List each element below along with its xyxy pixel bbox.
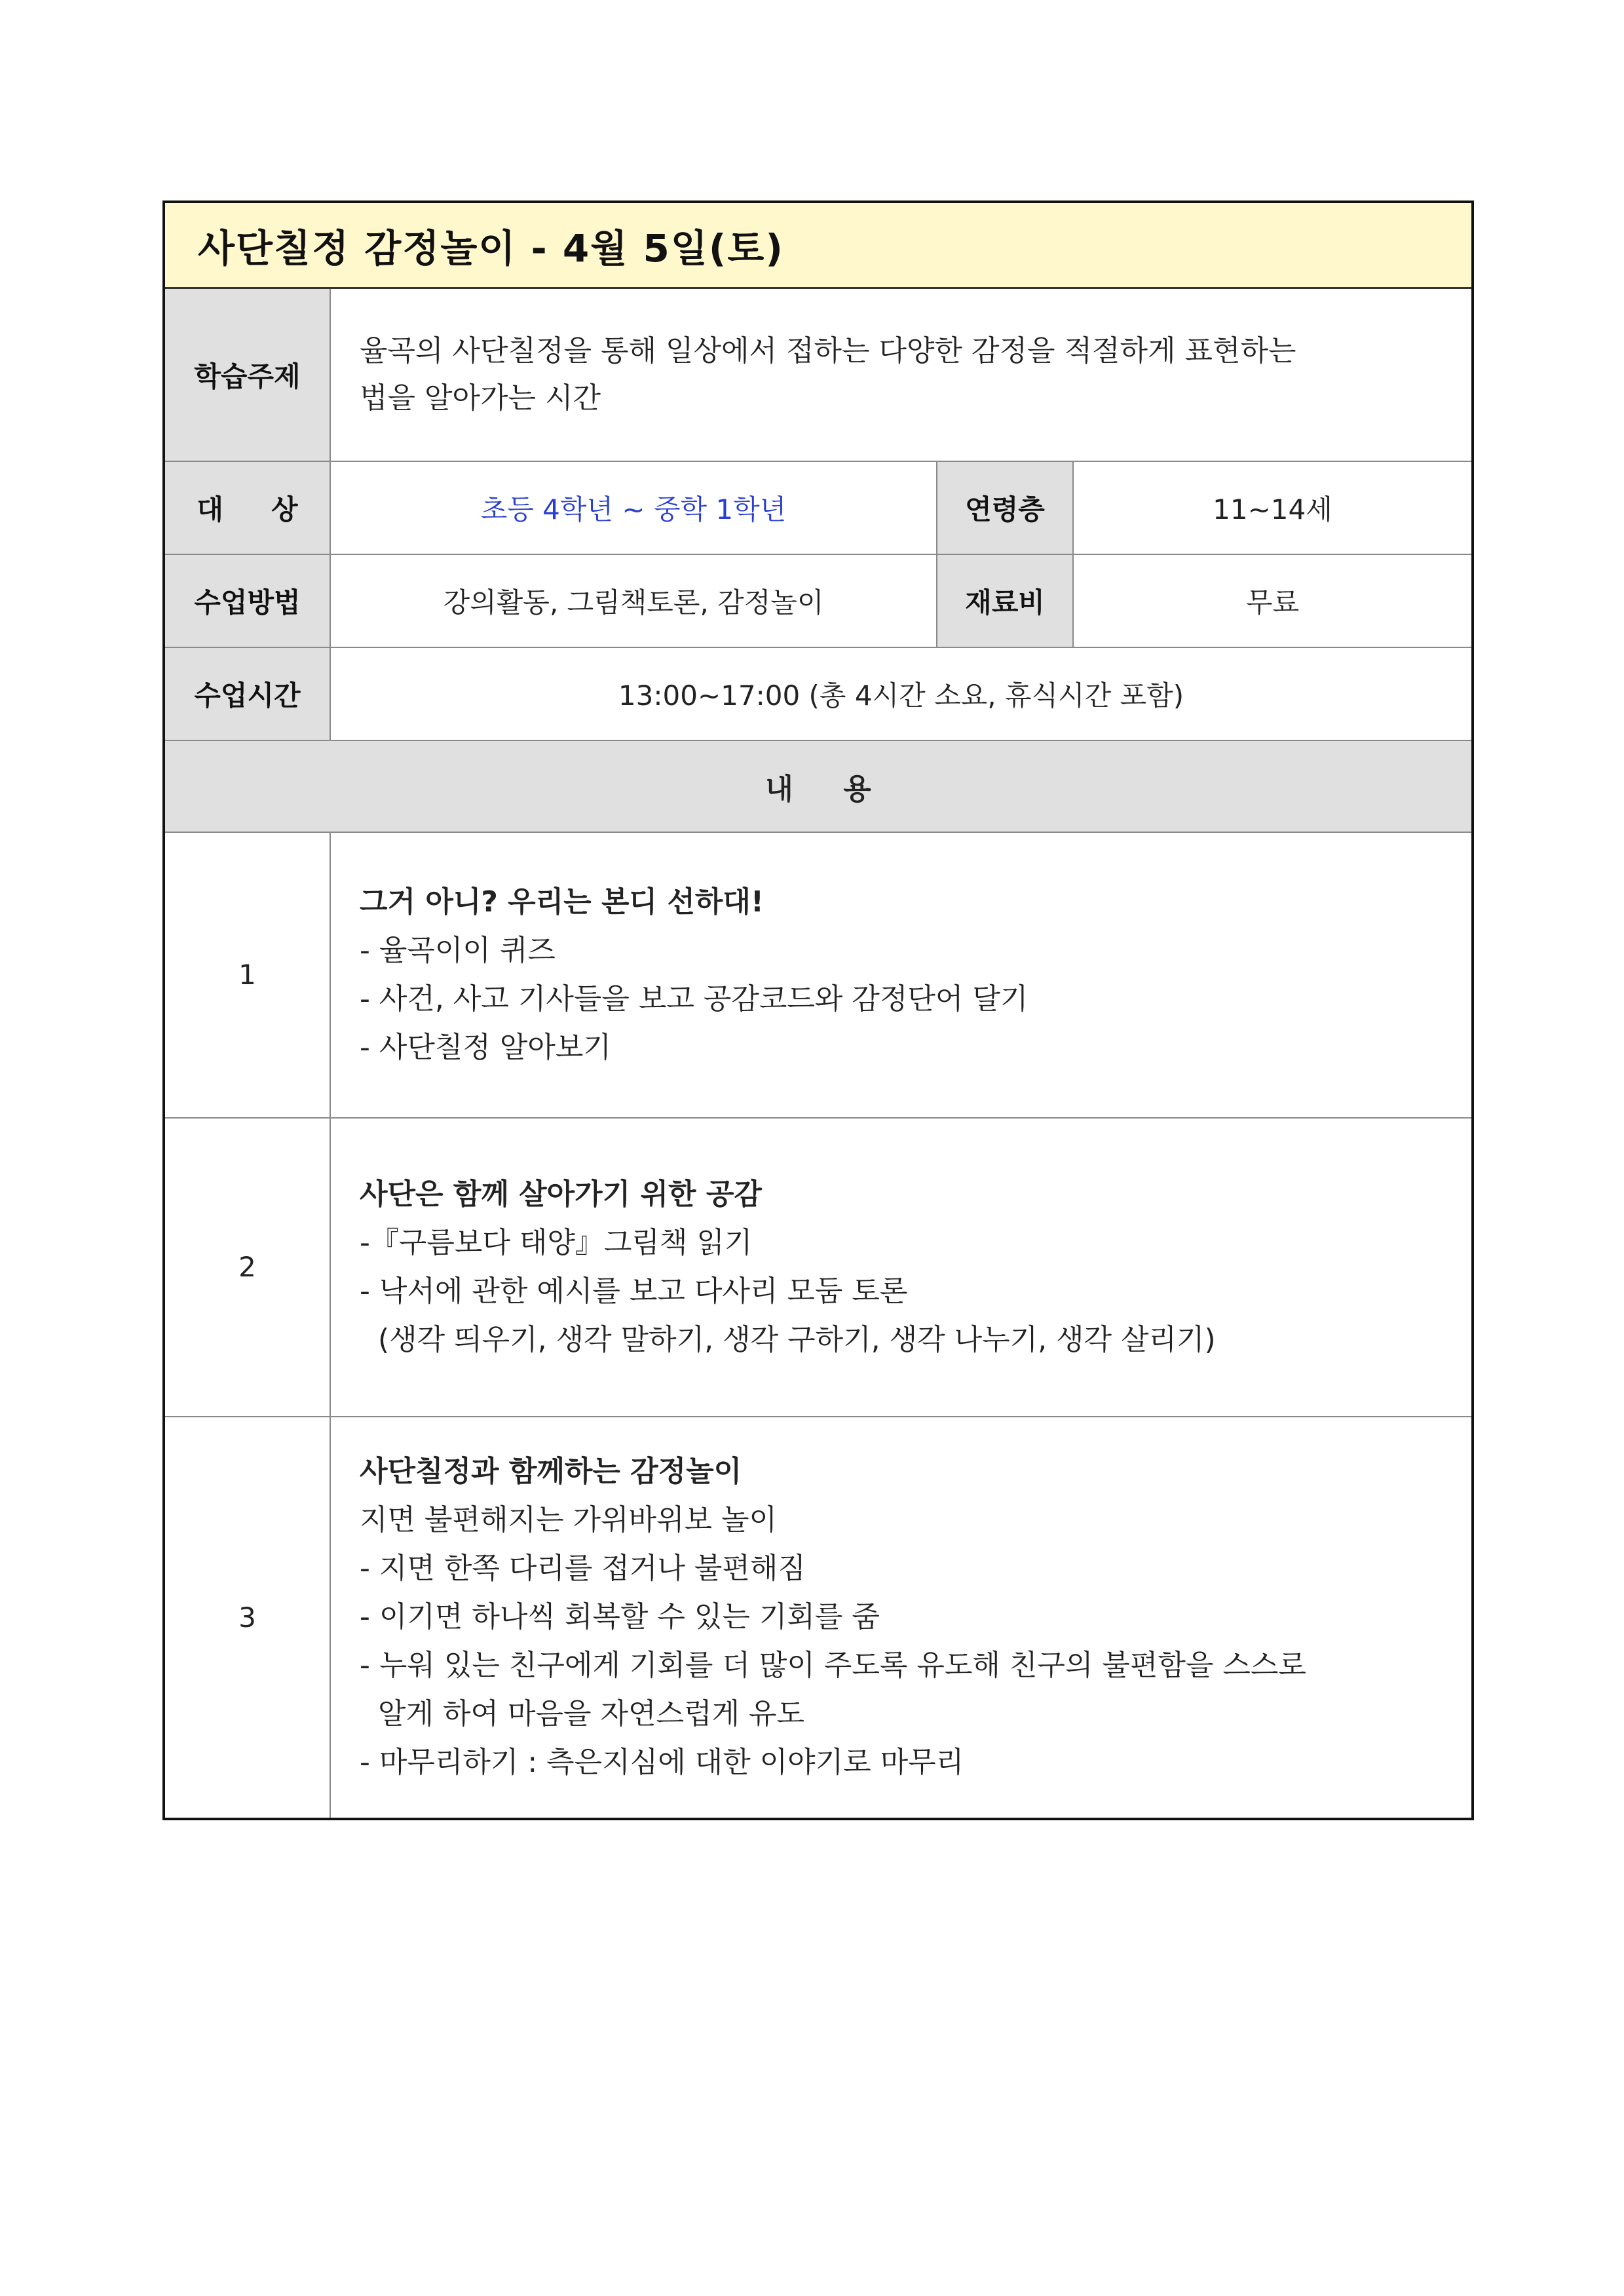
section-line: -『구름보다 태양』그림책 읽기	[360, 1225, 753, 1259]
material-value: 무료	[1073, 554, 1473, 647]
material-label: 재료비	[937, 554, 1073, 647]
method-label: 수업방법	[164, 554, 330, 647]
section-heading: 사단은 함께 살아가기 위한 공감	[360, 1177, 762, 1211]
section-line: - 사단칠정 알아보기	[360, 1030, 611, 1064]
target-label: 대 상	[164, 461, 330, 554]
section-line: - 누워 있는 친구에게 기회를 더 많이 주도록 유도해 친구의 불편함을 스스로	[360, 1649, 1306, 1682]
content-header: 내 용	[164, 740, 1473, 832]
time-value: 13:00~17:00 (총 4시간 소요, 휴식시간 포함)	[330, 647, 1473, 740]
topic-line-1: 율곡의 사단칠정을 통해 일상에서 접하는 다양한 감정을 적절하게 표현하는	[360, 334, 1296, 368]
section-line: (생각 띄우기, 생각 말하기, 생각 구하기, 생각 나누기, 생각 살리기)	[360, 1322, 1216, 1356]
age-value: 11~14세	[1073, 461, 1473, 554]
section-number: 2	[164, 1118, 330, 1417]
method-value: 강의활동, 그림책토론, 감정놀이	[330, 554, 937, 647]
section-number: 3	[164, 1417, 330, 1819]
section-content	[330, 832, 1473, 1118]
age-label: 연령층	[937, 461, 1073, 554]
section-line: - 율곡이이 퀴즈	[360, 933, 556, 967]
time-label: 수업시간	[164, 647, 330, 740]
section-heading: 그거 아니? 우리는 본디 선하대!	[360, 885, 764, 919]
topic-line-2: 법을 알아가는 시간	[360, 381, 601, 415]
program-table	[162, 201, 1474, 1820]
section-line: 알게 하여 마음을 자연스럽게 유도	[360, 1697, 804, 1731]
program-title: 사단칠정 감정놀이 - 4월 5일(토)	[164, 202, 1473, 288]
section-content	[330, 1118, 1473, 1417]
section-line: - 지면 한쪽 다리를 접거나 불편해짐	[360, 1552, 806, 1585]
section-line: 지면 불편해지는 가위바위보 놀이	[360, 1503, 778, 1537]
section-line: - 낙서에 관한 예시를 보고 다사리 모둠 토론	[360, 1274, 908, 1308]
target-value: 초등 4학년 ~ 중학 1학년	[330, 461, 937, 554]
section-heading: 사단칠정과 함께하는 감정놀이	[360, 1455, 742, 1488]
section-content	[330, 1417, 1473, 1819]
section-number: 1	[164, 832, 330, 1118]
topic-label: 학습주제	[164, 288, 330, 461]
topic-text	[330, 288, 1473, 461]
section-line: - 사건, 사고 기사들을 보고 공감코드와 감정단어 달기	[360, 982, 1029, 1016]
section-line: - 이기면 하나씩 회복할 수 있는 기회를 줌	[360, 1600, 880, 1634]
section-line: - 마무리하기 : 측은지심에 대한 이야기로 마무리	[360, 1746, 964, 1779]
